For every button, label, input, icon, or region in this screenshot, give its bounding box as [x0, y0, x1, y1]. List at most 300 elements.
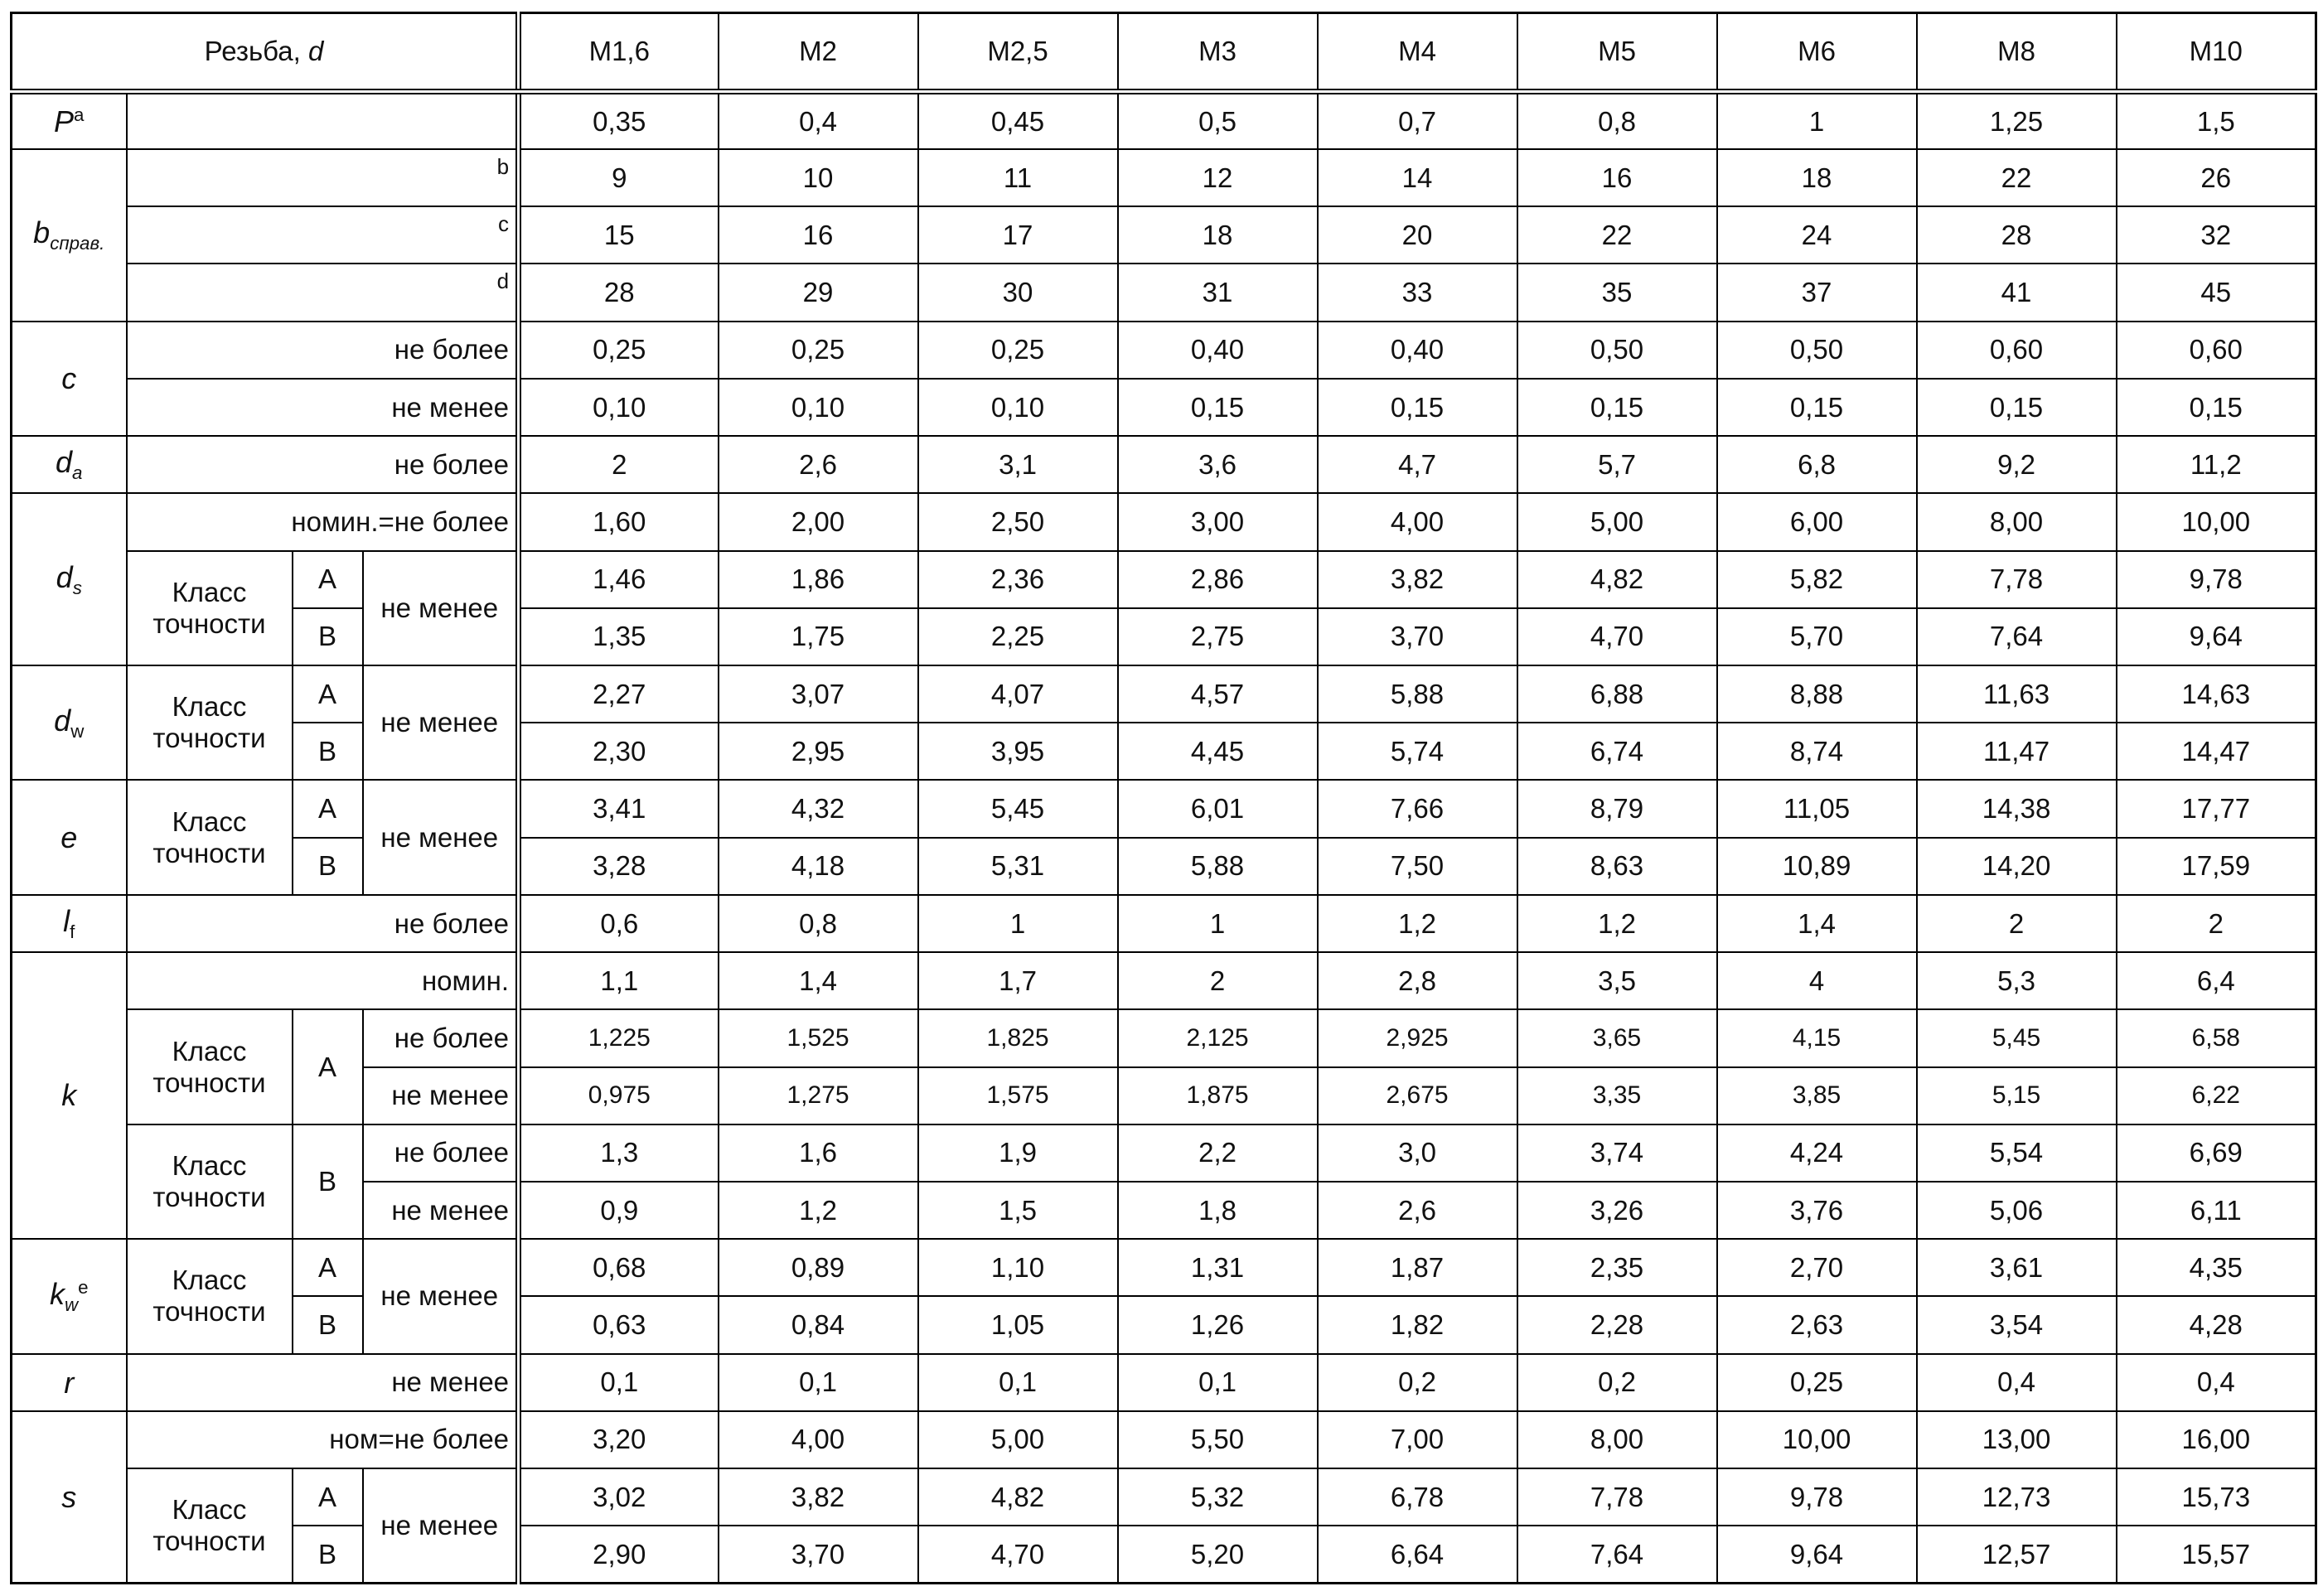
value-cell: 4,70	[1517, 608, 1717, 665]
value-cell: 0,8	[1517, 92, 1717, 149]
label-ne-menee: не менее	[363, 1468, 519, 1583]
value-cell: 1,5	[2117, 92, 2316, 149]
class-A: A	[293, 665, 363, 723]
value-cell: 6,22	[2117, 1067, 2316, 1124]
symbol-kw	[12, 1239, 127, 1353]
value-cell: 2,8	[1318, 952, 1517, 1009]
value-cell: 1,35	[519, 608, 719, 665]
value-cell: 15,73	[2117, 1468, 2316, 1526]
value-cell: 22	[1517, 206, 1717, 264]
size-header: M1,6	[519, 13, 719, 92]
value-cell: 18	[1717, 149, 1917, 206]
size-header: M2,5	[918, 13, 1118, 92]
label-ne-bolee: не более	[127, 895, 519, 952]
value-cell: 0,15	[1517, 379, 1717, 436]
value-cell: 3,41	[519, 780, 719, 837]
label-ne-menee: не менее	[363, 1067, 519, 1124]
value-cell: 3,74	[1517, 1124, 1717, 1182]
value-cell: 14,63	[2117, 665, 2316, 723]
value-cell: 1,46	[519, 551, 719, 608]
value-cell: 2,00	[719, 493, 918, 550]
class-A: A	[293, 1239, 363, 1296]
value-cell: 0,25	[519, 322, 719, 379]
value-cell: 4,00	[719, 1411, 918, 1468]
value-cell: 3,54	[1917, 1296, 2117, 1353]
value-cell: 0,15	[1717, 379, 1917, 436]
value-cell: 0,50	[1517, 322, 1717, 379]
value-cell: 3,82	[1318, 551, 1517, 608]
value-cell: 5,50	[1118, 1411, 1318, 1468]
value-cell: 1,31	[1118, 1239, 1318, 1296]
class-A: A	[293, 551, 363, 608]
row-ds-B	[12, 608, 2316, 665]
value-cell: 2,70	[1717, 1239, 1917, 1296]
value-cell: 0,50	[1717, 322, 1917, 379]
class-B: B	[293, 723, 363, 780]
label-ne-bolee: не более	[127, 436, 519, 493]
dimensions-table	[10, 12, 2317, 1584]
symbol-k: k	[12, 952, 127, 1239]
value-cell: 3,95	[918, 723, 1118, 780]
value-cell: 1,825	[918, 1009, 1118, 1066]
value-cell: 6,4	[2117, 952, 2316, 1009]
value-cell: 5,00	[1517, 493, 1717, 550]
value-cell: 0,63	[519, 1296, 719, 1353]
value-cell: 2,6	[1318, 1182, 1517, 1239]
value-cell: 3,70	[1318, 608, 1517, 665]
value-cell: 45	[2117, 264, 2316, 321]
label-ne-bolee: не более	[363, 1124, 519, 1182]
sym-base: d	[56, 559, 73, 594]
value-cell: 0,9	[519, 1182, 719, 1239]
value-cell: 16	[719, 206, 918, 264]
label-ne-menee: не менее	[363, 1182, 519, 1239]
value-cell: 7,50	[1318, 838, 1517, 895]
label-ne-menee: не менее	[127, 1354, 519, 1411]
value-cell: 0,5	[1118, 92, 1318, 149]
row-k-nom	[12, 952, 2316, 1009]
value-cell: 37	[1717, 264, 1917, 321]
header-row	[12, 13, 2316, 92]
value-cell: 4,82	[918, 1468, 1118, 1526]
value-cell: 0,7	[1318, 92, 1517, 149]
value-cell: 0,60	[1917, 322, 2117, 379]
value-cell: 0,45	[918, 92, 1118, 149]
value-cell: 5,31	[918, 838, 1118, 895]
value-cell: 14,20	[1917, 838, 2117, 895]
row-c-max	[12, 322, 2316, 379]
value-cell: 28	[1917, 206, 2117, 264]
size-header: M2	[719, 13, 918, 92]
label-ne-menee: не менее	[363, 780, 519, 894]
sym-base: b	[33, 215, 51, 250]
value-cell: 11,05	[1717, 780, 1917, 837]
value-cell: 1	[918, 895, 1118, 952]
value-cell: 8,88	[1717, 665, 1917, 723]
value-cell: 5,88	[1118, 838, 1318, 895]
value-cell: 7,00	[1318, 1411, 1517, 1468]
value-cell: 20	[1318, 206, 1517, 264]
value-cell: 2,28	[1517, 1296, 1717, 1353]
value-cell: 29	[719, 264, 918, 321]
value-cell: 6,8	[1717, 436, 1917, 493]
value-cell: 1,2	[1318, 895, 1517, 952]
value-cell: 3,28	[519, 838, 719, 895]
value-cell: 0,8	[719, 895, 918, 952]
symbol-b-sprav	[12, 149, 127, 322]
symbol-da	[12, 436, 127, 493]
value-cell: 1,4	[719, 952, 918, 1009]
value-cell: 0,2	[1517, 1354, 1717, 1411]
value-cell: 3,0	[1318, 1124, 1517, 1182]
row-s-nom	[12, 1411, 2316, 1468]
value-cell: 3,20	[519, 1411, 719, 1468]
value-cell: 0,6	[519, 895, 719, 952]
value-cell: 8,79	[1517, 780, 1717, 837]
value-cell: 11,63	[1917, 665, 2117, 723]
value-cell: 8,00	[1517, 1411, 1717, 1468]
value-cell: 7,64	[1517, 1526, 1717, 1583]
value-cell: 0,25	[918, 322, 1118, 379]
value-cell: 3,07	[719, 665, 918, 723]
value-cell: 0,15	[1917, 379, 2117, 436]
value-cell: 5,15	[1917, 1067, 2117, 1124]
value-cell: 3,00	[1118, 493, 1318, 550]
value-cell: 26	[2117, 149, 2316, 206]
size-header: M5	[1517, 13, 1717, 92]
value-cell: 6,74	[1517, 723, 1717, 780]
value-cell: 4,32	[719, 780, 918, 837]
sym-base: l	[63, 904, 70, 939]
size-header: M4	[1318, 13, 1517, 92]
value-cell: 1,75	[719, 608, 918, 665]
value-cell: 35	[1517, 264, 1717, 321]
value-cell: 0,40	[1118, 322, 1318, 379]
value-cell: 1,26	[1118, 1296, 1318, 1353]
value-cell: 8,74	[1717, 723, 1917, 780]
row-s-B	[12, 1526, 2316, 1583]
sym-sub: w	[70, 720, 85, 742]
value-cell: 2,86	[1118, 551, 1318, 608]
value-cell: 6,69	[2117, 1124, 2316, 1182]
value-cell: 2,2	[1118, 1124, 1318, 1182]
value-cell: 1,5	[918, 1182, 1118, 1239]
value-cell: 1,25	[1917, 92, 2117, 149]
value-cell: 10,00	[2117, 493, 2316, 550]
sym-sub: a	[72, 462, 83, 484]
row-b-d	[12, 264, 2316, 321]
value-cell: 10	[719, 149, 918, 206]
value-cell: 1,87	[1318, 1239, 1517, 1296]
value-cell: 2,675	[1318, 1067, 1517, 1124]
sym-sub: s	[72, 577, 82, 598]
value-cell: 2	[519, 436, 719, 493]
value-cell: 0,1	[519, 1354, 719, 1411]
value-cell: 1,4	[1717, 895, 1917, 952]
value-cell: 0,89	[719, 1239, 918, 1296]
value-cell: 2	[2117, 895, 2316, 952]
value-cell: 5,3	[1917, 952, 2117, 1009]
value-cell: 14,47	[2117, 723, 2316, 780]
value-cell: 1,875	[1118, 1067, 1318, 1124]
value-cell: 13,00	[1917, 1411, 2117, 1468]
value-cell: 0,4	[719, 92, 918, 149]
label-klass-tochnosti: Класс точности	[127, 780, 293, 894]
value-cell: 5,32	[1118, 1468, 1318, 1526]
footnote-d: d	[127, 264, 519, 321]
value-cell: 0,84	[719, 1296, 918, 1353]
class-A: A	[293, 1468, 363, 1526]
label-nomin-ne-bolee: номин.=не более	[127, 493, 519, 550]
label-ne-bolee: не более	[363, 1009, 519, 1066]
value-cell: 9,78	[2117, 551, 2316, 608]
row-kw-B	[12, 1296, 2316, 1353]
label-klass-tochnosti: Класс точности	[127, 665, 293, 780]
value-cell: 3,26	[1517, 1182, 1717, 1239]
label-klass-tochnosti: Класс точности	[127, 1239, 293, 1353]
value-cell: 0,60	[2117, 322, 2316, 379]
value-cell: 0,15	[1118, 379, 1318, 436]
value-cell: 18	[1118, 206, 1318, 264]
value-cell: 8,63	[1517, 838, 1717, 895]
row-ds-nom	[12, 493, 2316, 550]
class-A: A	[293, 1009, 363, 1124]
value-cell: 0,975	[519, 1067, 719, 1124]
symbol-ds	[12, 493, 127, 665]
value-cell: 1,10	[918, 1239, 1118, 1296]
value-cell: 4,28	[2117, 1296, 2316, 1353]
footnote-b: b	[127, 149, 519, 206]
value-cell: 16,00	[2117, 1411, 2316, 1468]
value-cell: 3,1	[918, 436, 1118, 493]
value-cell: 5,45	[918, 780, 1118, 837]
value-cell: 1,525	[719, 1009, 918, 1066]
row-lf	[12, 895, 2316, 952]
row-P	[12, 92, 2316, 149]
sym-sub: f	[70, 921, 75, 943]
row-dw-B	[12, 723, 2316, 780]
value-cell: 4,45	[1118, 723, 1318, 780]
value-cell: 14,38	[1917, 780, 2117, 837]
value-cell: 17	[918, 206, 1118, 264]
symbol-s: s	[12, 1411, 127, 1584]
value-cell: 1,9	[918, 1124, 1118, 1182]
value-cell: 6,88	[1517, 665, 1717, 723]
value-cell: 11	[918, 149, 1118, 206]
value-cell: 4	[1717, 952, 1917, 1009]
value-cell: 2,125	[1118, 1009, 1318, 1066]
value-cell: 1,05	[918, 1296, 1118, 1353]
value-cell: 4,07	[918, 665, 1118, 723]
value-cell: 2,925	[1318, 1009, 1517, 1066]
footnote-c: c	[127, 206, 519, 264]
value-cell: 4,82	[1517, 551, 1717, 608]
sym-base: d	[54, 703, 71, 738]
value-cell: 0,10	[719, 379, 918, 436]
symbol-lf	[12, 895, 127, 952]
value-cell: 15	[519, 206, 719, 264]
thread-header-cell	[12, 13, 519, 92]
value-cell: 0,10	[918, 379, 1118, 436]
value-cell: 0,25	[719, 322, 918, 379]
value-cell: 3,85	[1717, 1067, 1917, 1124]
row-k-B-max	[12, 1124, 2316, 1182]
class-B: B	[293, 608, 363, 665]
value-cell: 6,00	[1717, 493, 1917, 550]
value-cell: 1,225	[519, 1009, 719, 1066]
value-cell: 17,59	[2117, 838, 2316, 895]
value-cell: 1,6	[719, 1124, 918, 1182]
value-cell: 12,73	[1917, 1468, 2117, 1526]
value-cell: 9,64	[1717, 1526, 1917, 1583]
value-cell: 2,6	[719, 436, 918, 493]
row-da	[12, 436, 2316, 493]
label-empty	[127, 92, 519, 149]
sym-base: d	[56, 445, 73, 480]
label-nom-ne-bolee: ном=не более	[127, 1411, 519, 1468]
value-cell: 2	[1118, 952, 1318, 1009]
value-cell: 5,7	[1517, 436, 1717, 493]
value-cell: 6,01	[1118, 780, 1318, 837]
value-cell: 1,2	[719, 1182, 918, 1239]
symbol-c: c	[12, 322, 127, 436]
value-cell: 1,2	[1517, 895, 1717, 952]
value-cell: 0,40	[1318, 322, 1517, 379]
sym-base: k	[49, 1276, 65, 1311]
label-ne-bolee: не более	[127, 322, 519, 379]
value-cell: 5,45	[1917, 1009, 2117, 1066]
value-cell: 5,74	[1318, 723, 1517, 780]
value-cell: 0,15	[2117, 379, 2316, 436]
value-cell: 3,65	[1517, 1009, 1717, 1066]
value-cell: 9,64	[2117, 608, 2316, 665]
value-cell: 24	[1717, 206, 1917, 264]
value-cell: 0,35	[519, 92, 719, 149]
value-cell: 7,78	[1917, 551, 2117, 608]
row-r	[12, 1354, 2316, 1411]
value-cell: 3,61	[1917, 1239, 2117, 1296]
value-cell: 5,06	[1917, 1182, 2117, 1239]
value-cell: 6,78	[1318, 1468, 1517, 1526]
value-cell: 1,575	[918, 1067, 1118, 1124]
sym-base: P	[54, 104, 75, 138]
value-cell: 3,5	[1517, 952, 1717, 1009]
value-cell: 4,15	[1717, 1009, 1917, 1066]
value-cell: 0,1	[1118, 1354, 1318, 1411]
value-cell: 2	[1917, 895, 2117, 952]
value-cell: 0,1	[918, 1354, 1118, 1411]
row-dw-A	[12, 665, 2316, 723]
value-cell: 1,7	[918, 952, 1118, 1009]
value-cell: 4,24	[1717, 1124, 1917, 1182]
value-cell: 6,58	[2117, 1009, 2316, 1066]
symbol-e: e	[12, 780, 127, 894]
value-cell: 2,63	[1717, 1296, 1917, 1353]
size-header: M6	[1717, 13, 1917, 92]
value-cell: 2,36	[918, 551, 1118, 608]
sym-sub: справ.	[50, 233, 105, 254]
value-cell: 14	[1318, 149, 1517, 206]
row-e-B	[12, 838, 2316, 895]
value-cell: 9	[519, 149, 719, 206]
label-ne-menee: не менее	[363, 551, 519, 665]
value-cell: 16	[1517, 149, 1717, 206]
value-cell: 2,75	[1118, 608, 1318, 665]
value-cell: 1,3	[519, 1124, 719, 1182]
value-cell: 1	[1118, 895, 1318, 952]
value-cell: 2,95	[719, 723, 918, 780]
thread-var: d	[308, 36, 324, 67]
value-cell: 4,35	[2117, 1239, 2316, 1296]
class-B: B	[293, 1526, 363, 1583]
value-cell: 30	[918, 264, 1118, 321]
value-cell: 0,2	[1318, 1354, 1517, 1411]
value-cell: 4,70	[918, 1526, 1118, 1583]
value-cell: 6,64	[1318, 1526, 1517, 1583]
value-cell: 3,6	[1118, 436, 1318, 493]
value-cell: 0,4	[1917, 1354, 2117, 1411]
value-cell: 10,00	[1717, 1411, 1917, 1468]
label-ne-menee: не менее	[363, 1239, 519, 1353]
value-cell: 2,90	[519, 1526, 719, 1583]
label-ne-menee: не менее	[363, 665, 519, 780]
value-cell: 0,4	[2117, 1354, 2316, 1411]
value-cell: 7,64	[1917, 608, 2117, 665]
value-cell: 0,68	[519, 1239, 719, 1296]
value-cell: 4,00	[1318, 493, 1517, 550]
value-cell: 1,8	[1118, 1182, 1318, 1239]
value-cell: 5,70	[1717, 608, 1917, 665]
value-cell: 22	[1917, 149, 2117, 206]
value-cell: 1,1	[519, 952, 719, 1009]
value-cell: 2,25	[918, 608, 1118, 665]
value-cell: 3,02	[519, 1468, 719, 1526]
size-header: M3	[1118, 13, 1318, 92]
value-cell: 33	[1318, 264, 1517, 321]
row-kw-A	[12, 1239, 2316, 1296]
label-nomin: номин.	[127, 952, 519, 1009]
value-cell: 3,82	[719, 1468, 918, 1526]
value-cell: 9,2	[1917, 436, 2117, 493]
value-cell: 3,35	[1517, 1067, 1717, 1124]
row-b-c	[12, 206, 2316, 264]
value-cell: 0,10	[519, 379, 719, 436]
value-cell: 11,2	[2117, 436, 2316, 493]
value-cell: 1,60	[519, 493, 719, 550]
value-cell: 2,35	[1517, 1239, 1717, 1296]
row-s-A	[12, 1468, 2316, 1526]
value-cell: 41	[1917, 264, 2117, 321]
value-cell: 5,88	[1318, 665, 1517, 723]
size-header: M8	[1917, 13, 2117, 92]
sym-sub: w	[64, 1294, 79, 1316]
value-cell: 2,50	[918, 493, 1118, 550]
label-klass-tochnosti: Класс точности	[127, 1009, 293, 1124]
sym-sup: a	[74, 104, 85, 125]
value-cell: 0,15	[1318, 379, 1517, 436]
value-cell: 4,7	[1318, 436, 1517, 493]
symbol-dw	[12, 665, 127, 780]
label-ne-menee: не менее	[127, 379, 519, 436]
value-cell: 9,78	[1717, 1468, 1917, 1526]
value-cell: 0,1	[719, 1354, 918, 1411]
label-klass-tochnosti: Класс точности	[127, 551, 293, 665]
value-cell: 32	[2117, 206, 2316, 264]
class-A: A	[293, 780, 363, 837]
label-klass-tochnosti: Класс точности	[127, 1468, 293, 1583]
value-cell: 1,82	[1318, 1296, 1517, 1353]
value-cell: 6,11	[2117, 1182, 2316, 1239]
